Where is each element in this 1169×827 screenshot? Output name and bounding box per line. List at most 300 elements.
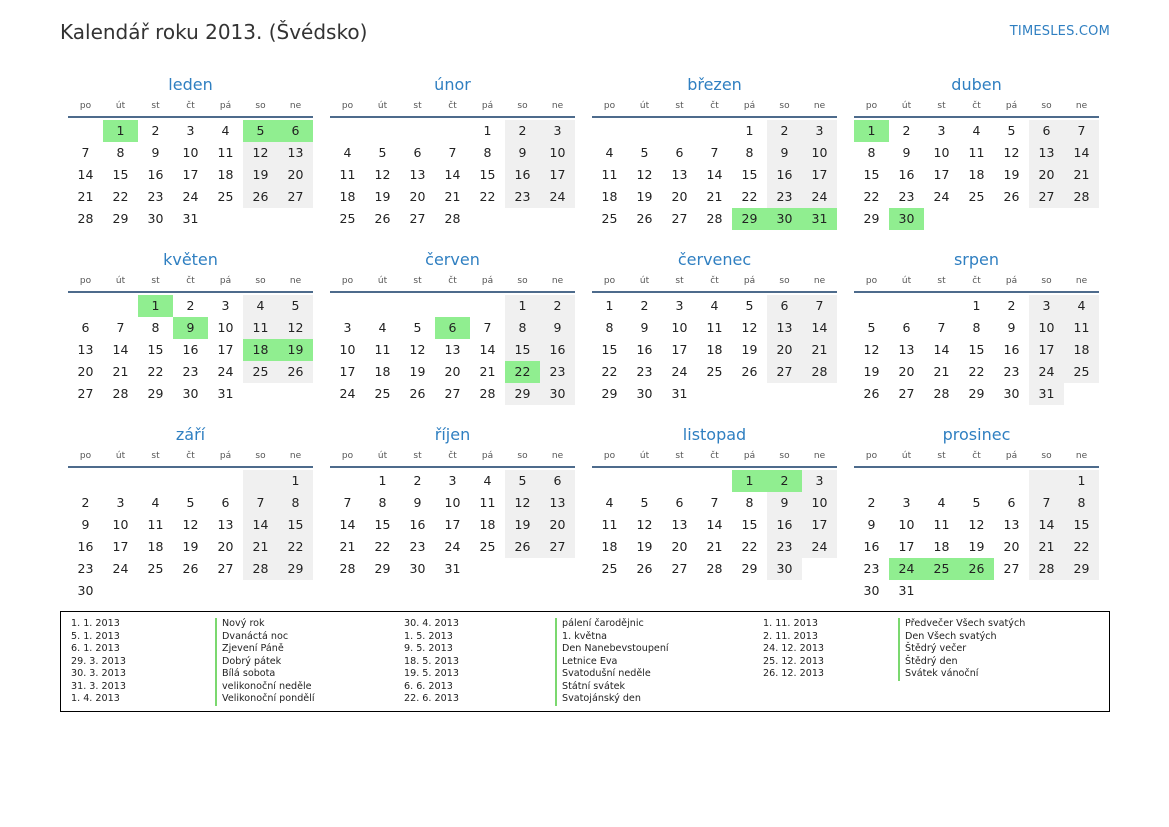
day-cell: 24 — [540, 186, 575, 208]
day-cell: 28 — [112, 386, 129, 401]
day-cell: 3 — [802, 470, 837, 492]
weekday-label: po — [603, 451, 616, 461]
day-cell: 25 — [217, 189, 234, 204]
weekday-header — [330, 272, 575, 293]
day-cell: 6 — [435, 317, 470, 339]
weekday-label: čt — [710, 451, 719, 461]
holiday-date: 6. 6. 2013 — [404, 680, 453, 692]
day-cell: 1 — [972, 298, 981, 313]
weekday-header — [330, 447, 575, 468]
holiday-name: Letnice Eva — [562, 655, 618, 667]
day-cell: 8 — [378, 495, 387, 510]
holiday-date: 31. 3. 2013 — [71, 680, 126, 692]
day-cell: 16 — [409, 517, 426, 532]
day-cell: 30 — [182, 386, 199, 401]
weekday-label: út — [115, 101, 126, 111]
day-cell: 26 — [741, 364, 758, 379]
weekday-label: čt — [972, 451, 981, 461]
weekday-label: pá — [481, 101, 494, 111]
day-cell: 4 — [1064, 295, 1099, 317]
day-cell: 29 — [374, 561, 391, 576]
day-cell: 23 — [147, 189, 164, 204]
day-cell: 24 — [802, 186, 837, 208]
day-cell: 1 — [505, 295, 540, 317]
day-cell: 20 — [217, 539, 234, 554]
day-cell: 5 — [186, 495, 195, 510]
day-cell: 16 — [147, 167, 164, 182]
day-grid — [854, 293, 1099, 405]
day-cell: 15 — [374, 517, 391, 532]
day-cell: 1 — [138, 295, 173, 317]
day-cell: 12 — [968, 517, 985, 532]
day-cell: 18 — [147, 539, 164, 554]
day-cell: 19 — [243, 164, 278, 186]
empty-cell — [330, 120, 365, 142]
weekday-header — [68, 447, 313, 468]
day-cell: 3 — [802, 120, 837, 142]
day-cell: 4 — [937, 495, 946, 510]
weekday-header — [854, 97, 1099, 118]
day-cell: 19 — [636, 189, 653, 204]
day-cell: 8 — [116, 145, 125, 160]
weekday-label: út — [639, 451, 650, 461]
day-cell: 7 — [710, 145, 719, 160]
day-grid — [330, 468, 575, 580]
day-cell: 6 — [278, 120, 313, 142]
day-cell: 24 — [933, 189, 950, 204]
calendar-grid — [68, 73, 1102, 603]
day-cell: 9 — [1007, 320, 1016, 335]
day-cell: 3 — [448, 473, 457, 488]
weekday-label: ne — [1075, 101, 1088, 111]
day-grid — [68, 118, 313, 230]
weekday-label: so — [255, 451, 266, 461]
day-cell: 20 — [540, 514, 575, 536]
day-cell: 25 — [601, 211, 618, 226]
day-cell: 14 — [1029, 514, 1064, 536]
weekday-label: po — [79, 276, 92, 286]
day-cell: 2 — [1007, 298, 1016, 313]
day-cell: 22 — [741, 189, 758, 204]
day-cell: 25 — [339, 211, 356, 226]
day-cell: 25 — [601, 561, 618, 576]
day-cell: 7 — [1064, 120, 1099, 142]
day-cell: 19 — [636, 539, 653, 554]
day-cell: 16 — [863, 539, 880, 554]
day-cell: 23 — [409, 539, 426, 554]
day-cell: 6 — [540, 470, 575, 492]
day-cell: 11 — [933, 517, 950, 532]
weekday-header — [68, 272, 313, 293]
day-cell: 19 — [278, 339, 313, 361]
day-cell: 10 — [802, 492, 837, 514]
weekday-label: st — [151, 101, 160, 111]
empty-cell — [470, 295, 505, 317]
weekday-label: pá — [743, 276, 756, 286]
weekday-header — [854, 272, 1099, 293]
day-cell: 31 — [1029, 383, 1064, 405]
weekday-label: po — [341, 276, 354, 286]
day-cell: 19 — [505, 514, 540, 536]
month-name: prosinec — [942, 425, 1011, 444]
day-cell: 30 — [889, 208, 924, 230]
holiday-date: 1. 11. 2013 — [763, 618, 818, 629]
day-cell: 4 — [605, 145, 614, 160]
day-cell: 29 — [732, 208, 767, 230]
day-cell: 29 — [147, 386, 164, 401]
day-cell: 1 — [1064, 470, 1099, 492]
day-cell: 28 — [77, 211, 94, 226]
holiday-name: Státní svátek — [562, 680, 626, 692]
day-cell: 6 — [902, 320, 911, 335]
holiday-names-column — [215, 618, 315, 706]
day-cell: 2 — [151, 123, 160, 138]
empty-cell — [924, 295, 959, 317]
holiday-name: Velikonoční pondělí — [222, 693, 315, 704]
day-cell: 27 — [77, 386, 94, 401]
empty-cell — [627, 470, 662, 492]
day-cell: 30 — [147, 211, 164, 226]
holiday-name: Předvečer Všech svatých — [905, 618, 1026, 629]
day-cell: 8 — [867, 145, 876, 160]
weekday-label: st — [675, 451, 684, 461]
day-cell: 13 — [409, 167, 426, 182]
day-cell: 5 — [745, 298, 754, 313]
day-cell: 31 — [182, 211, 199, 226]
day-cell: 6 — [675, 495, 684, 510]
day-cell: 16 — [505, 164, 540, 186]
day-cell: 9 — [640, 320, 649, 335]
day-cell: 13 — [767, 317, 802, 339]
holiday-date: 1. 4. 2013 — [71, 693, 120, 704]
holiday-name: Dvanáctá noc — [222, 630, 289, 642]
day-cell: 12 — [1003, 145, 1020, 160]
day-cell: 31 — [671, 386, 688, 401]
day-cell: 6 — [1007, 495, 1016, 510]
day-cell: 10 — [1029, 317, 1064, 339]
day-cell: 5 — [278, 295, 313, 317]
day-cell: 10 — [540, 142, 575, 164]
day-cell: 18 — [933, 539, 950, 554]
day-cell: 30 — [767, 558, 802, 580]
day-cell: 15 — [968, 342, 985, 357]
day-cell: 18 — [601, 539, 618, 554]
day-cell: 14 — [802, 317, 837, 339]
day-cell: 12 — [636, 517, 653, 532]
weekday-label: so — [779, 101, 790, 111]
empty-cell — [243, 470, 278, 492]
day-cell: 4 — [483, 473, 492, 488]
day-grid — [68, 468, 313, 602]
day-cell: 16 — [767, 164, 802, 186]
empty-cell — [662, 470, 697, 492]
day-cell: 22 — [147, 364, 164, 379]
day-cell: 27 — [217, 561, 234, 576]
empty-cell — [1029, 470, 1064, 492]
empty-cell — [68, 295, 103, 317]
day-cell: 13 — [217, 517, 234, 532]
weekday-label: út — [901, 451, 912, 461]
weekday-label: čt — [186, 101, 195, 111]
month-name: únor — [434, 75, 471, 94]
empty-cell — [365, 120, 400, 142]
day-cell: 12 — [278, 317, 313, 339]
weekday-label: so — [517, 276, 528, 286]
day-cell: 14 — [444, 167, 461, 182]
month-name: listopad — [682, 425, 747, 444]
day-cell: 26 — [636, 561, 653, 576]
day-cell: 27 — [671, 211, 688, 226]
day-cell: 20 — [278, 164, 313, 186]
holiday-name: Den Nanebevstoupení — [562, 643, 669, 654]
weekday-label: so — [779, 451, 790, 461]
day-cell: 25 — [924, 558, 959, 580]
day-cell: 21 — [339, 539, 356, 554]
weekday-header — [854, 447, 1099, 468]
day-cell: 12 — [863, 342, 880, 357]
day-cell: 5 — [378, 145, 387, 160]
day-cell: 15 — [601, 342, 618, 357]
day-cell: 24 — [444, 539, 461, 554]
day-cell: 25 — [374, 386, 391, 401]
holiday-name: Bílá sobota — [222, 668, 276, 679]
day-cell: 28 — [706, 561, 723, 576]
day-cell: 7 — [483, 320, 492, 335]
holiday-date: 18. 5. 2013 — [404, 655, 459, 667]
day-cell: 23 — [1003, 364, 1020, 379]
day-cell: 29 — [601, 386, 618, 401]
day-cell: 17 — [1029, 339, 1064, 361]
weekday-label: pá — [219, 276, 232, 286]
day-cell: 27 — [1029, 186, 1064, 208]
empty-cell — [208, 470, 243, 492]
weekday-label: ne — [813, 451, 826, 461]
day-cell: 24 — [217, 364, 234, 379]
day-cell: 1 — [605, 298, 614, 313]
day-cell: 3 — [937, 123, 946, 138]
day-cell: 7 — [710, 495, 719, 510]
day-cell: 13 — [671, 167, 688, 182]
weekday-label: ne — [551, 276, 564, 286]
day-cell: 9 — [151, 145, 160, 160]
day-cell: 8 — [483, 145, 492, 160]
empty-cell — [330, 295, 365, 317]
day-cell: 1 — [378, 473, 387, 488]
day-cell: 14 — [1064, 142, 1099, 164]
weekday-label: st — [413, 101, 422, 111]
site-link[interactable]: TIMESLES.COM — [1009, 24, 1110, 39]
holiday-name: pálení čarodějnic — [562, 618, 644, 629]
weekday-header — [68, 97, 313, 118]
day-cell: 4 — [243, 295, 278, 317]
weekday-label: út — [639, 101, 650, 111]
day-cell: 27 — [671, 561, 688, 576]
day-cell: 2 — [640, 298, 649, 313]
day-cell: 25 — [1064, 361, 1099, 383]
day-cell: 16 — [540, 339, 575, 361]
day-cell: 15 — [1064, 514, 1099, 536]
holiday-date: 30. 4. 2013 — [404, 618, 459, 629]
day-cell: 28 — [1064, 186, 1099, 208]
holiday-dates-column — [763, 618, 824, 681]
weekday-label: čt — [710, 101, 719, 111]
day-cell: 18 — [601, 189, 618, 204]
holiday-name: Svatodušní neděle — [562, 668, 651, 679]
weekday-label: čt — [448, 451, 457, 461]
day-cell: 18 — [243, 339, 278, 361]
day-cell: 9 — [767, 492, 802, 514]
day-cell: 22 — [1064, 536, 1099, 558]
day-cell: 31 — [898, 583, 915, 598]
day-cell: 26 — [1003, 189, 1020, 204]
day-cell: 25 — [243, 361, 278, 383]
day-cell: 5 — [867, 320, 876, 335]
weekday-label: út — [377, 276, 388, 286]
empty-cell — [889, 470, 924, 492]
day-cell: 15 — [863, 167, 880, 182]
day-cell: 8 — [151, 320, 160, 335]
holiday-name: Štědrý den — [905, 655, 958, 667]
day-cell: 15 — [741, 167, 758, 182]
day-cell: 2 — [505, 120, 540, 142]
day-cell: 6 — [767, 295, 802, 317]
holiday-date: 2. 11. 2013 — [763, 630, 818, 642]
empty-cell — [103, 470, 138, 492]
holiday-date: 30. 3. 2013 — [71, 668, 126, 679]
day-cell: 28 — [802, 361, 837, 383]
day-cell: 2 — [186, 298, 195, 313]
day-cell: 19 — [409, 364, 426, 379]
day-cell: 3 — [186, 123, 195, 138]
day-cell: 4 — [378, 320, 387, 335]
month-říjen — [330, 423, 575, 598]
day-cell: 15 — [741, 517, 758, 532]
day-cell: 28 — [339, 561, 356, 576]
weekday-label: so — [1041, 451, 1052, 461]
weekday-label: st — [675, 276, 684, 286]
day-cell: 12 — [741, 320, 758, 335]
day-grid — [68, 293, 313, 405]
weekday-label: pá — [481, 276, 494, 286]
day-cell: 26 — [959, 558, 994, 580]
day-cell: 30 — [863, 583, 880, 598]
day-cell: 18 — [339, 189, 356, 204]
day-cell: 2 — [767, 470, 802, 492]
holiday-name: velikonoční neděle — [222, 680, 312, 692]
holiday-date: 6. 1. 2013 — [71, 643, 120, 654]
day-cell: 8 — [1064, 492, 1099, 514]
day-cell: 4 — [972, 123, 981, 138]
day-cell: 1 — [483, 123, 492, 138]
day-cell: 28 — [1029, 558, 1064, 580]
weekday-label: po — [865, 101, 878, 111]
weekday-label: st — [151, 276, 160, 286]
day-cell: 8 — [505, 317, 540, 339]
day-cell: 23 — [182, 364, 199, 379]
month-listopad — [592, 423, 837, 598]
holiday-date: 9. 5. 2013 — [404, 643, 453, 654]
day-cell: 15 — [278, 514, 313, 536]
day-cell: 21 — [802, 339, 837, 361]
month-leden — [68, 73, 313, 248]
day-cell: 7 — [937, 320, 946, 335]
day-cell: 19 — [374, 189, 391, 204]
day-cell: 31 — [444, 561, 461, 576]
empty-cell — [103, 295, 138, 317]
month-name: srpen — [953, 250, 1000, 269]
day-cell: 15 — [147, 342, 164, 357]
day-cell: 24 — [889, 558, 924, 580]
day-cell: 4 — [710, 298, 719, 313]
holiday-name: Dobrý pátek — [222, 655, 282, 667]
holiday-date: 24. 12. 2013 — [763, 643, 825, 654]
day-cell: 19 — [182, 539, 199, 554]
day-cell: 13 — [77, 342, 94, 357]
day-cell: 29 — [1064, 558, 1099, 580]
holiday-date: 22. 6. 2013 — [404, 693, 459, 704]
day-cell: 20 — [409, 189, 426, 204]
day-cell: 4 — [343, 145, 352, 160]
weekday-label: so — [1041, 276, 1052, 286]
holiday-name: Štědrý večer — [905, 643, 967, 654]
day-cell: 22 — [479, 189, 496, 204]
empty-cell — [924, 470, 959, 492]
day-cell: 15 — [479, 167, 496, 182]
day-cell: 18 — [479, 517, 496, 532]
weekday-label: ne — [1075, 276, 1088, 286]
day-cell: 5 — [972, 495, 981, 510]
day-cell: 19 — [1003, 167, 1020, 182]
month-červenec — [592, 248, 837, 423]
holiday-dates-column — [71, 618, 126, 706]
weekday-label: so — [517, 451, 528, 461]
weekday-label: út — [901, 101, 912, 111]
day-cell: 21 — [706, 189, 723, 204]
day-cell: 28 — [706, 211, 723, 226]
day-cell: 8 — [605, 320, 614, 335]
day-cell: 6 — [221, 495, 230, 510]
day-cell: 7 — [448, 145, 457, 160]
day-cell: 14 — [706, 167, 723, 182]
day-cell: 27 — [767, 361, 802, 383]
day-cell: 11 — [479, 495, 496, 510]
day-cell: 11 — [706, 320, 723, 335]
day-grid — [330, 293, 575, 405]
holiday-names-column — [555, 618, 669, 706]
day-cell: 13 — [671, 517, 688, 532]
holiday-date: 1. 1. 2013 — [71, 618, 120, 629]
holiday-name: Svatojánský den — [562, 693, 641, 704]
day-cell: 31 — [217, 386, 234, 401]
day-cell: 25 — [479, 539, 496, 554]
day-cell: 20 — [671, 189, 688, 204]
day-cell: 21 — [706, 539, 723, 554]
weekday-label: so — [1041, 101, 1052, 111]
day-cell: 18 — [706, 342, 723, 357]
day-cell: 15 — [505, 339, 540, 361]
weekday-label: pá — [481, 451, 494, 461]
day-cell: 13 — [1029, 142, 1064, 164]
day-cell: 22 — [741, 539, 758, 554]
day-cell: 24 — [1029, 361, 1064, 383]
day-cell: 5 — [640, 145, 649, 160]
day-cell: 24 — [802, 536, 837, 558]
day-cell: 6 — [675, 145, 684, 160]
weekday-label: po — [341, 451, 354, 461]
month-name: březen — [687, 75, 742, 94]
weekday-label: pá — [743, 451, 756, 461]
day-cell: 25 — [968, 189, 985, 204]
